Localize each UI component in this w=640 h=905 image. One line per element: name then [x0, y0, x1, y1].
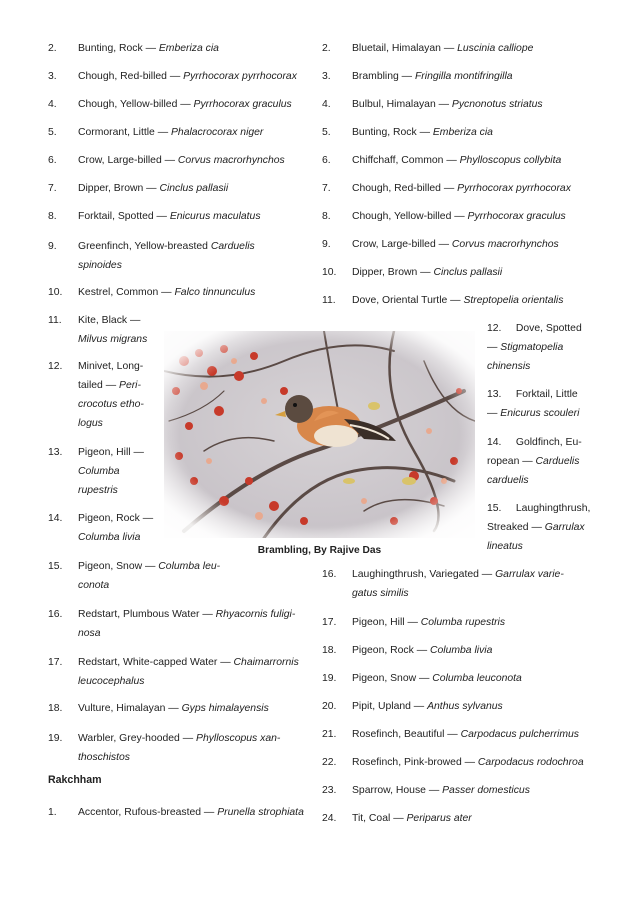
space	[501, 323, 515, 334]
entry-line	[352, 809, 472, 828]
entry-line	[78, 67, 297, 86]
common-name: Kestrel, Common	[78, 287, 159, 298]
entry-line	[352, 725, 579, 744]
entry-line	[352, 669, 522, 688]
scientific-name: Milvus migrans	[78, 334, 148, 345]
common-name: Chough, Red-billed	[78, 71, 167, 82]
scientific-name: Cinclus pallasii	[433, 267, 503, 278]
space	[501, 389, 515, 400]
entry-line	[487, 357, 530, 376]
scientific-name: Prunella strophiata	[217, 807, 304, 818]
entry-line	[352, 123, 493, 142]
scientific-name: Corvus macrorhynchos	[451, 239, 559, 250]
photo-caption: Brambling, By Rajive Das	[257, 545, 382, 556]
dash: —	[447, 295, 464, 306]
entry-line	[487, 319, 582, 338]
common-name: Redstart, White-capped Water —	[78, 657, 231, 668]
entry-line	[78, 528, 140, 547]
scientific-name: Columba leuconota	[432, 673, 522, 684]
dash: —	[398, 71, 415, 82]
space	[501, 437, 515, 448]
scientific-name: Carduelis	[210, 241, 255, 252]
entry-line	[352, 39, 533, 58]
entry-line	[352, 781, 530, 800]
common-name: Dipper, Brown	[352, 267, 418, 278]
dash: —	[413, 645, 430, 656]
entry-line	[78, 414, 103, 433]
dash: —	[390, 813, 407, 824]
dash: —	[201, 807, 218, 818]
entry-line	[352, 697, 503, 716]
entry-number: 21.	[322, 729, 337, 740]
scientific-name: Stigmatopelia	[500, 342, 564, 353]
scientific-name: Phylloscopus collybita	[459, 155, 562, 166]
scientific-name: Emberiza cia	[158, 43, 219, 54]
dash: —	[416, 127, 433, 138]
common-name: Vulture, Himalayan	[78, 703, 166, 714]
common-name: Pigeon, Hill	[352, 617, 405, 628]
common-name: Chiffchaff, Common	[352, 155, 444, 166]
common-name: Goldfinch, Eu-	[515, 437, 582, 448]
scientific-name: Pyrrhocorax pyrrhocorax	[457, 183, 571, 194]
entry-line	[487, 452, 579, 471]
entry-number: 15.	[48, 561, 63, 572]
common-name: Pigeon, Rock —	[78, 513, 154, 524]
scientific-name: nosa	[78, 628, 101, 639]
scientific-name: chinensis	[487, 361, 531, 372]
entry-number: 12.	[487, 323, 502, 334]
entry-line	[352, 263, 502, 282]
entry-number: 6.	[322, 155, 331, 166]
common-name: Chough, Red-billed	[352, 183, 441, 194]
scientific-name: Carpodacus pulcherrimus	[460, 729, 579, 740]
scientific-name: Columba	[78, 466, 120, 477]
dash: —	[404, 617, 421, 628]
dash: —	[143, 183, 160, 194]
entry-number: 8.	[322, 211, 331, 222]
entry-number: 16.	[48, 609, 63, 620]
entry-number: 17.	[322, 617, 337, 628]
scientific-name: Columba livia	[78, 532, 141, 543]
entry-number: 23.	[322, 785, 337, 796]
scientific-name: Carduelis	[535, 456, 580, 467]
scientific-name: rupestris	[78, 485, 118, 496]
entry-number: 16.	[322, 569, 337, 580]
entry-line	[352, 95, 543, 114]
entry-number: 12.	[48, 361, 63, 372]
entry-line	[78, 443, 144, 462]
entry-line	[78, 151, 285, 170]
scientific-name: Emberiza cia	[432, 127, 493, 138]
common-name: Brambling	[352, 71, 399, 82]
common-name: ropean —	[487, 456, 533, 467]
entry-line	[78, 748, 130, 767]
entry-number: 9.	[48, 241, 57, 252]
scientific-name: Pyrrhocorax graculus	[193, 99, 292, 110]
scientific-name: Rhyacornis fuligi-	[215, 609, 296, 620]
scientific-name: Cinclus pallasii	[159, 183, 229, 194]
dash: —	[461, 757, 478, 768]
scientific-name: crocotus etho-	[78, 399, 144, 410]
common-name: Cormorant, Little	[78, 127, 155, 138]
common-name: Forktail, Little	[515, 389, 578, 400]
entry-number: 5.	[322, 127, 331, 138]
entry-number: 4.	[322, 99, 331, 110]
space	[501, 503, 515, 514]
entry-line	[78, 699, 269, 718]
entry-number: 10.	[48, 287, 63, 298]
entry-number: 10.	[322, 267, 337, 278]
entry-line	[78, 357, 143, 376]
entry-line	[78, 330, 147, 349]
dash: —	[435, 99, 452, 110]
scientific-name: Gyps himalayensis	[181, 703, 269, 714]
common-name: Pigeon, Hill —	[78, 447, 144, 458]
common-name: Dove, Spotted	[515, 323, 582, 334]
entry-number: 9.	[322, 239, 331, 250]
entry-number: 7.	[322, 183, 331, 194]
scientific-name: Garrulax varie-	[495, 569, 564, 580]
scientific-name: Pyrrhocorax pyrrhocorax	[183, 71, 297, 82]
entry-line	[352, 207, 566, 226]
entry-number: 3.	[48, 71, 57, 82]
dash: —	[425, 785, 443, 796]
common-name: Bunting, Rock	[352, 127, 417, 138]
scientific-name: spinoides	[78, 260, 122, 271]
entry-line	[78, 395, 144, 414]
entry-line	[78, 237, 255, 256]
common-name: Crow, Large-billed	[78, 155, 162, 166]
entry-line	[78, 311, 140, 330]
common-name: Chough, Yellow-billed	[352, 211, 452, 222]
entry-line	[78, 624, 101, 643]
common-name: Streaked —	[487, 522, 542, 533]
entry-number: 4.	[48, 99, 57, 110]
scientific-name: Periparus ater	[406, 813, 472, 824]
common-name: Redstart, Plumbous Water —	[78, 609, 213, 620]
scientific-name: conota	[78, 580, 110, 591]
common-name: Rosefinch, Pink-browed	[352, 757, 462, 768]
common-name: Tit, Coal	[352, 813, 391, 824]
entry-line	[78, 576, 109, 595]
entry-line	[487, 404, 579, 423]
dash: —	[487, 342, 498, 353]
entry-line	[78, 123, 263, 142]
entry-line	[78, 729, 280, 748]
entry-number: 19.	[322, 673, 337, 684]
entry-line	[487, 338, 563, 357]
entry-line	[78, 481, 118, 500]
scientific-name: Phalacrocorax niger	[170, 127, 264, 138]
section-heading: Rakchham	[48, 774, 102, 786]
scientific-name: gatus similis	[352, 588, 409, 599]
entry-line	[352, 67, 513, 86]
scientific-name: Pyrrhocorax graculus	[467, 211, 566, 222]
entry-number: 8.	[48, 211, 57, 222]
dash: —	[443, 155, 460, 166]
dash: —	[444, 729, 461, 740]
dash: —	[166, 71, 184, 82]
entry-number: 18.	[48, 703, 63, 714]
entry-number: 20.	[322, 701, 337, 712]
entry-number: 17.	[48, 657, 63, 668]
dash: —	[410, 701, 428, 712]
common-name: Pigeon, Snow —	[78, 561, 156, 572]
common-name: Sparrow, House	[352, 785, 426, 796]
entry-line	[352, 235, 559, 254]
common-name: Kite, Black —	[78, 315, 141, 326]
scientific-name: Phylloscopus xan-	[196, 733, 281, 744]
entry-number: 5.	[48, 127, 57, 138]
entry-line	[78, 39, 219, 58]
entry-number: 24.	[322, 813, 337, 824]
common-name: Pipit, Upland	[352, 701, 411, 712]
entry-line	[78, 283, 255, 302]
entry-line	[487, 518, 585, 537]
common-name: Rosefinch, Beautiful	[352, 729, 445, 740]
common-name: Greenfinch, Yellow-breasted	[78, 241, 208, 252]
scientific-name: Peri-	[119, 380, 141, 391]
dash: —	[177, 99, 194, 110]
scientific-name: Columba rupestris	[420, 617, 506, 628]
common-name: Bunting, Rock	[78, 43, 143, 54]
entry-number: 11.	[48, 315, 62, 326]
entry-number: 13.	[48, 447, 63, 458]
entry-line	[352, 584, 409, 603]
dash: —	[153, 211, 170, 222]
brambling-image	[164, 331, 475, 538]
dash: —	[417, 267, 434, 278]
brambling-photo	[164, 331, 475, 538]
common-name: Laughingthrush, Variegated —	[352, 569, 493, 580]
entry-line	[78, 256, 122, 275]
entry-number: 11.	[322, 295, 336, 306]
dash: —	[487, 408, 498, 419]
entry-line	[487, 433, 582, 452]
entry-number: 18.	[322, 645, 337, 656]
scientific-name: Streptopelia orientalis	[463, 295, 564, 306]
common-name: Dipper, Brown	[78, 183, 144, 194]
entry-number: 13.	[487, 389, 502, 400]
entry-line	[78, 605, 295, 624]
entry-number: 14.	[48, 513, 63, 524]
entry-line	[352, 613, 505, 632]
scientific-name: Fringilla montifringilla	[414, 71, 513, 82]
scientific-name: lineatus	[487, 541, 523, 552]
scientific-name: Luscinia calliope	[457, 43, 534, 54]
scientific-name: Columba leu-	[158, 561, 221, 572]
entry-number: 2.	[322, 43, 331, 54]
dash: —	[416, 673, 433, 684]
common-name: Laughingthrush,	[515, 503, 591, 514]
entry-number: 19.	[48, 733, 63, 744]
scientific-name: Anthus sylvanus	[427, 701, 503, 712]
common-name: tailed —	[78, 380, 117, 391]
entry-number: 15.	[487, 503, 502, 514]
scientific-name: logus	[78, 418, 103, 429]
scientific-name: Pycnonotus striatus	[451, 99, 543, 110]
entry-line	[487, 499, 590, 518]
common-name: Chough, Yellow-billed	[78, 99, 178, 110]
entry-line	[352, 753, 584, 772]
entry-number: 22.	[322, 757, 337, 768]
entry-number: 2.	[48, 43, 57, 54]
scientific-name: carduelis	[487, 475, 529, 486]
entry-line	[352, 565, 564, 584]
entry-line	[78, 803, 304, 822]
scientific-name: thoschistos	[78, 752, 130, 763]
scientific-name: Carpodacus rodochroa	[477, 757, 584, 768]
entry-line	[487, 537, 523, 556]
common-name: Minivet, Long-	[78, 361, 144, 372]
common-name: Crow, Large-billed	[352, 239, 436, 250]
common-name: Forktail, Spotted	[78, 211, 154, 222]
scientific-name: Passer domesticus	[442, 785, 530, 796]
entry-line	[78, 207, 261, 226]
entry-line	[487, 385, 578, 404]
entry-line	[78, 179, 228, 198]
entry-line	[352, 291, 563, 310]
dash: —	[154, 127, 171, 138]
entry-line	[352, 179, 571, 198]
scientific-name: Corvus macrorhynchos	[177, 155, 285, 166]
common-name: Warbler, Grey-hooded —	[78, 733, 194, 744]
scientific-name: Enicurus scouleri	[500, 408, 580, 419]
common-name: Accentor, Rufous-breasted	[78, 807, 202, 818]
dash: —	[142, 43, 159, 54]
entry-number: 7.	[48, 183, 57, 194]
entry-line	[78, 672, 144, 691]
entry-line	[78, 509, 153, 528]
dash: —	[435, 239, 452, 250]
common-name: Pigeon, Rock	[352, 645, 414, 656]
dash: —	[451, 211, 468, 222]
scientific-name: leucocephalus	[78, 676, 145, 687]
entry-number: 1.	[48, 807, 57, 818]
entry-line	[78, 376, 141, 395]
scientific-name: Columba livia	[429, 645, 493, 656]
entry-line	[78, 653, 299, 672]
entry-number: 14.	[487, 437, 502, 448]
entry-line	[78, 95, 292, 114]
entry-number: 3.	[322, 71, 331, 82]
entry-line	[78, 557, 220, 576]
entry-line	[352, 151, 561, 170]
entry-line	[487, 471, 529, 490]
dash: —	[165, 703, 182, 714]
dash: —	[440, 183, 458, 194]
dash: —	[161, 155, 178, 166]
entry-line	[78, 462, 120, 481]
dash: —	[158, 287, 175, 298]
scientific-name: Chaimarrornis	[233, 657, 299, 668]
scientific-name: Garrulax	[544, 522, 585, 533]
common-name: Pigeon, Snow	[352, 673, 417, 684]
scientific-name: Falco tinnunculus	[174, 287, 256, 298]
entry-number: 6.	[48, 155, 57, 166]
scientific-name: Enicurus maculatus	[169, 211, 261, 222]
common-name: Dove, Oriental Turtle	[352, 295, 448, 306]
entry-line	[352, 641, 492, 660]
common-name: Bluetail, Himalayan	[352, 43, 441, 54]
common-name: Bulbul, Himalayan	[352, 99, 436, 110]
dash: —	[440, 43, 458, 54]
